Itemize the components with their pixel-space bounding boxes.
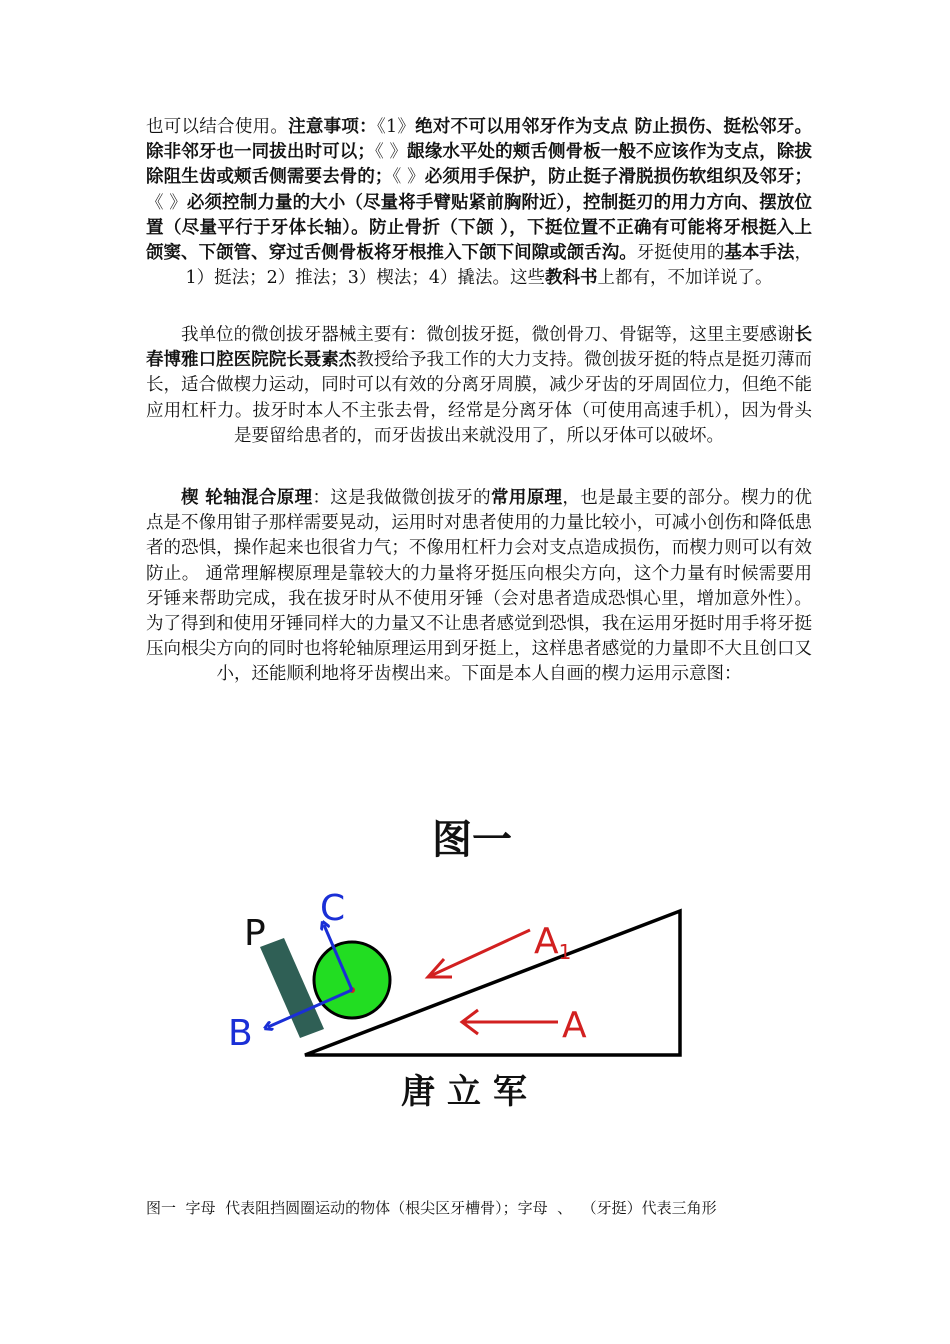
caption-run: 图一 字母 [146,1199,226,1217]
force-arrow-a1 [428,930,530,977]
label-b: B [228,1013,253,1054]
wheel-circle [314,942,390,1018]
label-a1: A1 [534,921,572,964]
text-run: 也可以结合使用。 [146,117,289,137]
label-c: C [320,888,346,929]
text-run: 《 》 [374,142,408,163]
text-run: 《 》 [146,192,187,213]
bold-run: 绝对不可以用邻牙作为支点 防止损伤、挺松邻牙。除非邻牙也一同拔出时可以； [146,117,813,163]
text-run: ：这是我做微创拔牙的 [312,488,491,508]
text-run: 《1》 [376,117,416,137]
label-p: P [244,913,266,954]
label-a: A [562,1005,587,1046]
bold-run: 必须用手保护，防止挺子滑脱损伤软组织及邻牙； [424,167,813,188]
figure-caption [146,1197,812,1219]
bold-run: 基本手法 [724,243,795,264]
text-run: ，1）挺法；2）推法；3）楔法；4）撬法。这些 [185,243,813,289]
text-run: 上都有，不加详说了。 [597,268,773,289]
bold-run: 必须控制力量的大小（尽量将手臂贴紧前胸附近），控制挺刃的用力方向、摆放位置（尽量平行于牙体长轴）。防止骨折（下颌 ），下挺位置不正确有可能将牙根挺入上颌窦、下颌管、穿过舌侧骨板将牙根推入下颌下间隙或颌舌沟。 [146,192,812,264]
figure-author: 唐 立 军 [401,1072,527,1112]
paragraph-instruments [146,323,812,449]
bold-run: 长春博雅口腔医院院长聂素杰 [146,325,812,371]
caption-run: 代表阻挡圆圈运动的物体（根尖区牙槽骨）；字母 、 [225,1199,573,1217]
bold-run: 常用原理 [490,488,563,508]
wedge-force-diagram [200,805,730,1125]
caption-run: （牙挺）代表三角形 [572,1199,717,1217]
text-run: 教授给予我工作的大力支持。微创拔牙挺的特点是挺刃薄而长，适合做楔力运动，同时可以有效的分离牙周膜，减少牙齿的牙周固位力，但绝不能应用杠杆力。拔牙时本人不主张去骨，经常是分离牙体（可使用高速手机），因为骨头是要留给患者的，而牙齿拔出来就没用了，所以牙体可以破坏。 [146,350,813,446]
bold-run: 楔 轮轴混合原理 [181,488,313,508]
bold-run: 教科书 [545,268,598,289]
bold-run: 注意事项： [288,117,377,137]
paragraph-precautions [146,115,812,291]
paragraph-wedge-principle [146,486,812,688]
text-run: 我单位的微创拔牙器械主要有：微创拔牙挺，微创骨刀、骨锯等，这里主要感谢 [181,325,795,345]
figure-title: 图一 [432,817,512,863]
text-run: 《 》 [392,167,425,188]
bold-run: 龈缘水平处的颊舌侧骨板一般不应该作为支点，除拔除阻生齿或颊舌侧需要去骨的； [146,142,813,188]
text-run: ，也是最主要的部分。楔力的优点是不像用钳子那样需要晃动，运用时对患者使用的力量比较小，可减小创伤和降低患者的恐惧，操作起来也很省力气；不像用杠杆力会对支点造成损伤，而楔力则可以有效防止。 通常理解楔原理是靠较大的力量将牙挺压向根尖方向，这个力量有时候需要用牙锤来帮助完成，我在拔牙时从不使用牙锤（会对患者造成恐惧心里，增加意外性）。为了得到和使用牙锤同样大的力量又不让患者感觉到恐惧，我在运用牙挺时用手将牙挺压向根尖方向的同时也将轮轴原理运用到牙挺上，这样患者感觉的力量即不大且创口又小，还能顺利地将牙齿楔出来。下面是本人自画的楔力运用示意图： [146,488,813,685]
text-run: 牙挺使用的 [636,243,725,264]
